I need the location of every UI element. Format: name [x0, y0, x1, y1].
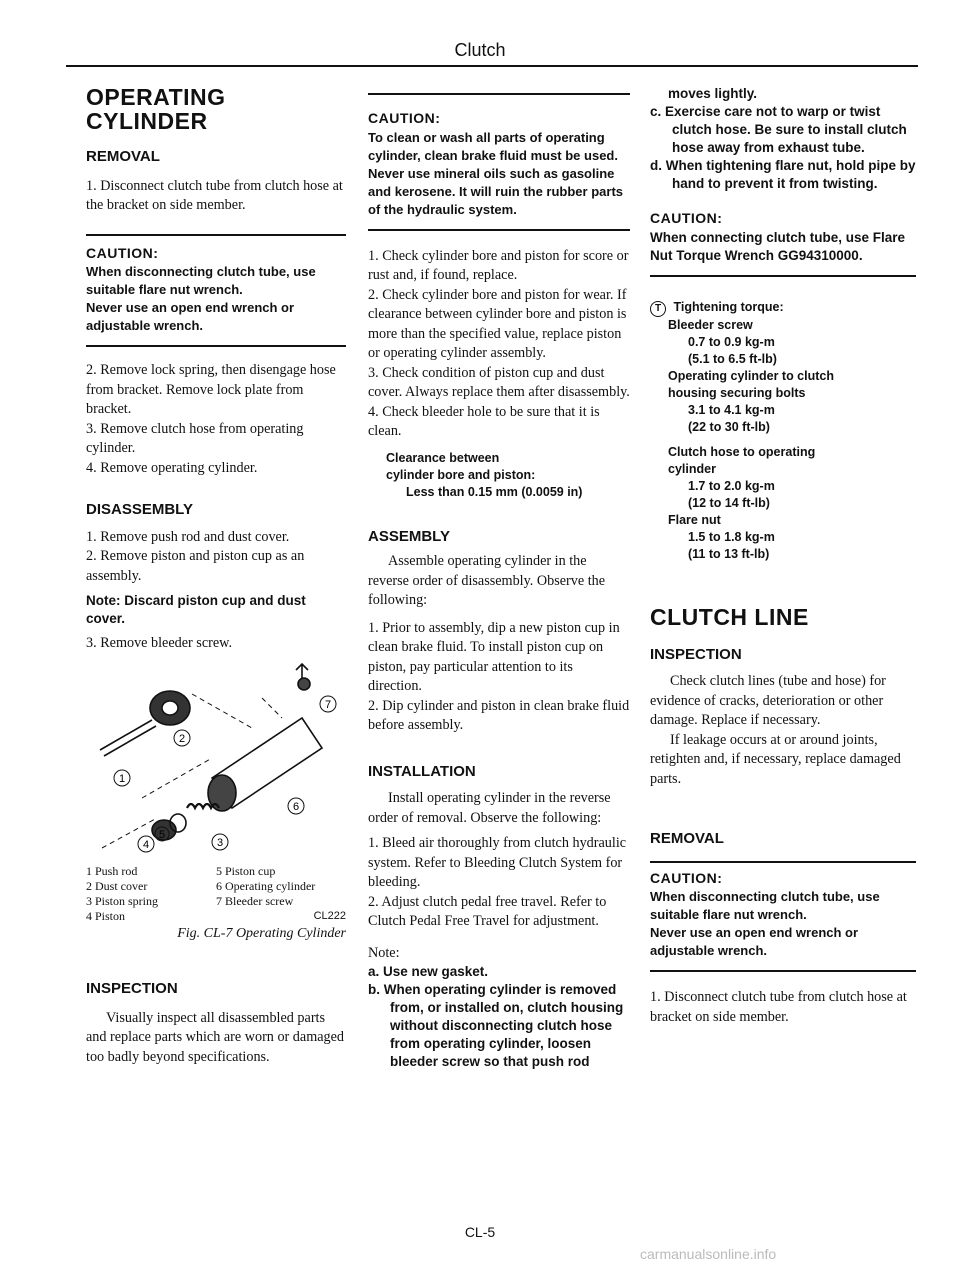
page-header: Clutch — [454, 40, 506, 60]
figure-legend — [86, 864, 346, 924]
note-continued: moves lightly. — [668, 86, 758, 101]
operating-cylinder-value-metric: 3.1 to 4.1 kg-m — [688, 402, 775, 417]
caution-label: CAUTION: — [650, 869, 723, 886]
installation-step-2: 2. Adjust clutch pedal free travel. Refer to Clutch Pedal Free Travel for adjustment. — [368, 893, 607, 929]
column-1 — [86, 85, 346, 1067]
installation-text: Install operating cylinder in the reverse order of removal. Observe the following: — [368, 790, 611, 826]
bleeder-value-imperial: (5.1 to 6.5 ft-lb) — [688, 351, 777, 366]
installation-heading: INSTALLATION — [368, 762, 476, 780]
disassembly-heading: DISASSEMBLY — [86, 501, 193, 518]
torque-symbol-icon: T — [650, 301, 666, 317]
callout-6: 6 — [292, 800, 300, 813]
removal-step-2: 2. Remove lock spring, then disengage hose from bracket. Remove lock plate from bracket. — [86, 362, 336, 417]
caution-text-1: When disconnecting clutch tube, use suitable flare nut wrench. — [86, 264, 316, 297]
flare-nut-label: Flare nut — [668, 512, 721, 527]
torque-heading — [650, 299, 916, 317]
callout-4: 4 — [142, 838, 150, 851]
clutch-hose-label: Clutch hose to operating cylinder — [668, 444, 816, 476]
disassembly-note: Note: Discard piston cup and dust cover. — [86, 593, 306, 626]
inspection-text-2: If leakage occurs at or around joints, retighten and, if necessary, replace damaged parts. — [650, 731, 901, 787]
operating-cylinder-value-imperial: (22 to 30 ft-lb) — [688, 419, 770, 434]
caution-label: CAUTION: — [86, 244, 159, 261]
column-2 — [368, 85, 630, 1071]
caution-text-2: Never use an open end wrench or adjustable wrench. — [650, 925, 859, 958]
callout-7: 7 — [324, 698, 332, 711]
clearance-label: Clearance between cylinder bore and piston: — [386, 450, 536, 482]
note-c: c. Exercise care not to warp or twist clutch hose. Be sure to install clutch hose away from exhaust tube. — [650, 104, 907, 155]
operating-cylinder-label: Operating cylinder to clutch housing securing bolts — [668, 368, 834, 400]
watermark: carmanualsonline.info — [640, 1246, 777, 1262]
operating-cylinder-diagram — [82, 658, 342, 858]
legend-item: 4 Piston — [86, 908, 126, 923]
check-step-1: 1. Check cylinder bore and piston for score or rust and, if found, replace. — [368, 247, 629, 283]
legend-item: 3 Piston spring — [86, 893, 159, 908]
assembly-step-1: 1. Prior to assembly, dip a new piston cup in clean brake fluid. To install piston cup on piston, pay particular attention to its direction. — [368, 619, 620, 694]
torque-label: Tightening torque: — [673, 299, 784, 314]
clearance-value: Less than 0.15 mm (0.0059 in) — [406, 484, 583, 499]
callout-3: 3 — [216, 836, 224, 849]
column-3 — [650, 85, 916, 1027]
caution-label: CAUTION: — [650, 210, 723, 226]
removal-step-1: 1. Disconnect clutch tube from clutch hose at the bracket on side member. — [86, 177, 343, 213]
clutch-hose-value-metric: 1.7 to 2.0 kg-m — [688, 478, 775, 493]
page-number: CL-5 — [464, 1224, 496, 1240]
clutch-hose-value-imperial: (12 to 14 ft-lb) — [688, 495, 770, 510]
assembly-step-2: 2. Dip cylinder and piston in clean brake fluid before assembly. — [368, 697, 630, 733]
caution-text-1: When disconnecting clutch tube, use suitable flare nut wrench. — [650, 889, 880, 922]
legend-item: 5 Piston cup — [216, 863, 276, 878]
callout-5: 5 — [158, 828, 166, 841]
callout-1: 1 — [118, 772, 126, 785]
note-a: a. Use new gasket. — [368, 964, 489, 979]
legend-item: 1 Push rod — [86, 863, 138, 878]
inspection-heading: INSPECTION — [86, 980, 178, 997]
removal-heading: REMOVAL — [650, 830, 724, 847]
note-d: d. When tightening flare nut, hold pipe by hand to prevent it from twisting. — [650, 158, 916, 191]
legend-item: 6 Operating cylinder — [216, 878, 316, 893]
section-heading: OPERATING CYLINDER — [86, 84, 226, 134]
caution-text-1: To clean or wash all parts of operating cylinder, clean brake fluid must be used. — [368, 129, 618, 163]
bleeder-label: Bleeder screw — [668, 317, 753, 332]
legend-item: 7 Bleeder screw — [216, 893, 294, 908]
removal-step-4: 4. Remove operating cylinder. — [86, 459, 258, 476]
push-rod-shape — [100, 720, 152, 750]
disassembly-step-1: 1. Remove push rod and dust cover. — [86, 528, 290, 545]
flare-nut-value-metric: 1.5 to 1.8 kg-m — [688, 529, 775, 544]
note-b: b. When operating cylinder is removed from, or installed on, clutch housing without disconnecting clutch hose from operating cylinder, loosen bleeder screw so that push rod — [368, 982, 624, 1069]
caution-text: When connecting clutch tube, use Flare Nut Torque Wrench GG94310000. — [650, 229, 906, 263]
check-step-2: 2. Check cylinder bore and piston for wear. If clearance between cylinder bore and piston is more than the specified value, replace piston or operating cylinder assembly. — [368, 286, 627, 361]
header-rule — [66, 65, 918, 67]
bleeder-screw-shape — [296, 664, 308, 678]
caution-text-2: Never use mineral oils such as gasoline and kerosene. It will ruin the rubber parts of the hydraulic system. — [368, 165, 623, 217]
disassembly-step-3: 3. Remove bleeder screw. — [86, 635, 233, 651]
check-step-3: 3. Check condition of piston cup and dust cover. Always replace them after disassembly. — [368, 364, 630, 400]
inspection-text-1: Check clutch lines (tube and hose) for evidence of cracks, deterioration or other damage. Replace if necessary. — [650, 673, 886, 728]
callout-2: 2 — [178, 732, 186, 745]
bleeder-value-metric: 0.7 to 0.9 kg-m — [688, 334, 775, 349]
disassembly-step-2: 2. Remove piston and piston cup as an assembly. — [86, 548, 305, 584]
assembly-heading: ASSEMBLY — [368, 527, 450, 545]
removal-step-3: 3. Remove clutch hose from operating cylinder. — [86, 420, 304, 456]
legend-item: 2 Dust cover — [86, 878, 148, 893]
note-label: Note: — [368, 944, 400, 961]
figure-caption: Fig. CL-7 Operating Cylinder — [177, 925, 346, 941]
removal-step-1: 1. Disconnect clutch tube from clutch hose at bracket on side member. — [650, 989, 907, 1025]
inspection-heading: INSPECTION — [650, 645, 742, 663]
caution-label: CAUTION: — [368, 110, 441, 126]
clutch-line-heading: CLUTCH LINE — [650, 603, 809, 630]
installation-step-1: 1. Bleed air thoroughly from clutch hydraulic system. Refer to Bleeding Clutch System for bleeding. — [368, 835, 627, 890]
flare-nut-value-imperial: (11 to 13 ft-lb) — [688, 546, 770, 561]
caution-text-2: Never use an open end wrench or adjustable wrench. — [86, 300, 295, 333]
inspection-text: Visually inspect all disassembled parts and replace parts which are worn or damaged too badly beyond specifications. — [86, 1009, 345, 1065]
figure-code: CL222 — [313, 909, 346, 922]
assembly-text: Assemble operating cylinder in the reverse order of disassembly. Observe the following: — [368, 553, 606, 608]
check-step-4: 4. Check bleeder hole to be sure that it is clean. — [368, 403, 600, 439]
removal-heading: REMOVAL — [86, 148, 160, 165]
